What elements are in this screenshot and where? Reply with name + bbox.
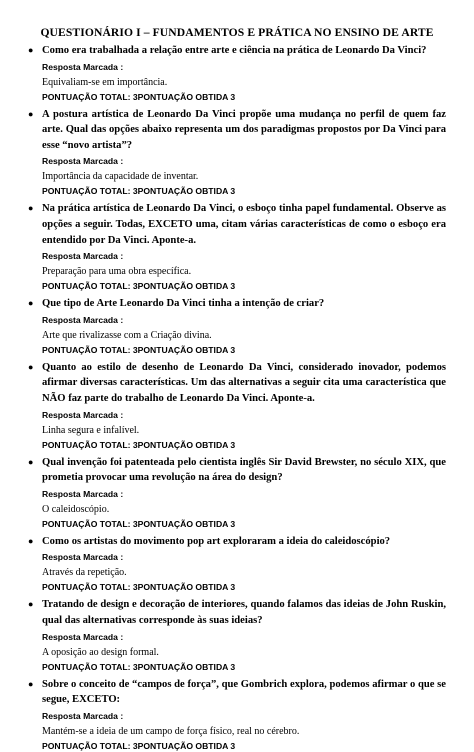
score-text: PONTUAÇÃO TOTAL: 3PONTUAÇÃO OBTIDA 3 [42, 582, 236, 593]
answer-label: Resposta Marcada : [42, 409, 124, 420]
score-text: PONTUAÇÃO TOTAL: 3PONTUAÇÃO OBTIDA 3 [42, 91, 236, 102]
bullet-icon: ● [28, 298, 34, 309]
question-text: Qual invenção foi patenteada pelo cientista inglês Sir David Brewster, no século XIX, que prometia provocar uma revolução na área do design? [42, 456, 446, 484]
question-item [28, 360, 446, 451]
bullet-icon: ● [28, 45, 34, 55]
question-text: A postura artística de Leonardo Da Vinci propõe uma mudança no perfil de quem faz arte. Qual das opções abaixo representa um dos paradigmas propostos por Da Vinci para esse “novo artista”? [42, 108, 446, 151]
question-line [28, 597, 446, 628]
question-line [28, 201, 446, 248]
document-title: QUESTIONÁRIO I – FUNDAMENTOS E PRÁTICA NO ENSINO DE ARTE [40, 26, 434, 39]
question-item [28, 43, 446, 103]
bullet-icon: ● [28, 678, 34, 689]
answer-label: Resposta Marcada : [42, 488, 124, 499]
answer-label: Resposta Marcada : [42, 251, 124, 262]
question-text: Quanto ao estilo de desenho de Leonardo Da Vinci, considerado inovador, podemos afirmar diversas características. Um das alternativas a seguir cita uma característica que NÃO faz parte do trabalho de Leonardo Da Vinci. Aponte-a. [42, 361, 446, 404]
bullet-icon: ● [28, 599, 34, 610]
answer-text: O caleidoscópio. [42, 503, 110, 515]
question-item [28, 597, 446, 672]
answer-text: Importância da capacidade de inventar. [42, 171, 199, 183]
score-text: PONTUAÇÃO TOTAL: 3PONTUAÇÃO OBTIDA 3 [42, 661, 236, 672]
answer-text: Mantém-se a ideia de um campo de força físico, real no cérebro. [42, 725, 300, 737]
score-text: PONTUAÇÃO TOTAL: 3PONTUAÇÃO OBTIDA 3 [42, 740, 236, 751]
question-line [28, 296, 446, 312]
answer-label: Resposta Marcada : [42, 156, 124, 167]
score-text: PONTUAÇÃO TOTAL: 3PONTUAÇÃO OBTIDA 3 [42, 281, 236, 292]
question-text: Como era trabalhada a relação entre arte e ciência na prática de Leonardo Da Vinci? [42, 45, 427, 56]
answer-text: Através da repetição. [42, 567, 127, 579]
question-item [28, 107, 446, 198]
bullet-icon: ● [28, 108, 34, 119]
bullet-icon: ● [28, 456, 34, 467]
answer-text: A oposição ao design formal. [42, 646, 159, 658]
question-list [28, 43, 446, 752]
question-item [28, 296, 446, 356]
question-line [28, 534, 446, 550]
score-text: PONTUAÇÃO TOTAL: 3PONTUAÇÃO OBTIDA 3 [42, 439, 236, 450]
bullet-icon: ● [28, 535, 34, 546]
answer-text: Preparação para uma obra específica. [42, 266, 192, 278]
question-line [28, 677, 446, 708]
question-line [28, 107, 446, 154]
answer-label: Resposta Marcada : [42, 61, 124, 72]
question-item [28, 455, 446, 530]
answer-label: Resposta Marcada : [42, 552, 124, 563]
question-text: Que tipo de Arte Leonardo Da Vinci tinha a intenção de criar? [42, 298, 325, 310]
question-text: Tratando de design e decoração de interiores, quando falamos das ideias de John Ruskin, qual das alternativas corresponde às suas ideias? [42, 599, 446, 626]
question-line [28, 455, 446, 486]
question-line [28, 360, 446, 407]
bullet-icon: ● [28, 361, 34, 372]
question-text: Como os artistas do movimento pop art exploraram a ideia do caleidoscópio? [42, 535, 391, 547]
question-text: Sobre o conceito de “campos de força”, que Gombrich explora, podemos afirmar o que se segue, EXCETO: [42, 678, 446, 706]
question-item [28, 677, 446, 752]
answer-text: Linha segura e infalível. [42, 424, 140, 436]
question-item [28, 201, 446, 292]
answer-text: Equivaliam-se em importância. [42, 76, 168, 88]
question-item [28, 534, 446, 594]
score-text: PONTUAÇÃO TOTAL: 3PONTUAÇÃO OBTIDA 3 [42, 344, 236, 355]
score-text: PONTUAÇÃO TOTAL: 3PONTUAÇÃO OBTIDA 3 [42, 186, 236, 197]
question-text: Na prática artística de Leonardo Da Vinci, o esboço tinha papel fundamental. Observe as opções a seguir. Todas, EXCETO uma, citam várias características de como o esboço era entendido por Da Vinci. Aponte-a. [42, 203, 446, 246]
bullet-icon: ● [28, 203, 34, 214]
answer-label: Resposta Marcada : [42, 631, 124, 642]
answer-text: Arte que rivalizasse com a Criação divina. [42, 329, 212, 341]
question-line [28, 43, 446, 59]
answer-label: Resposta Marcada : [42, 314, 124, 325]
score-text: PONTUAÇÃO TOTAL: 3PONTUAÇÃO OBTIDA 3 [42, 518, 236, 529]
answer-label: Resposta Marcada : [42, 710, 124, 721]
